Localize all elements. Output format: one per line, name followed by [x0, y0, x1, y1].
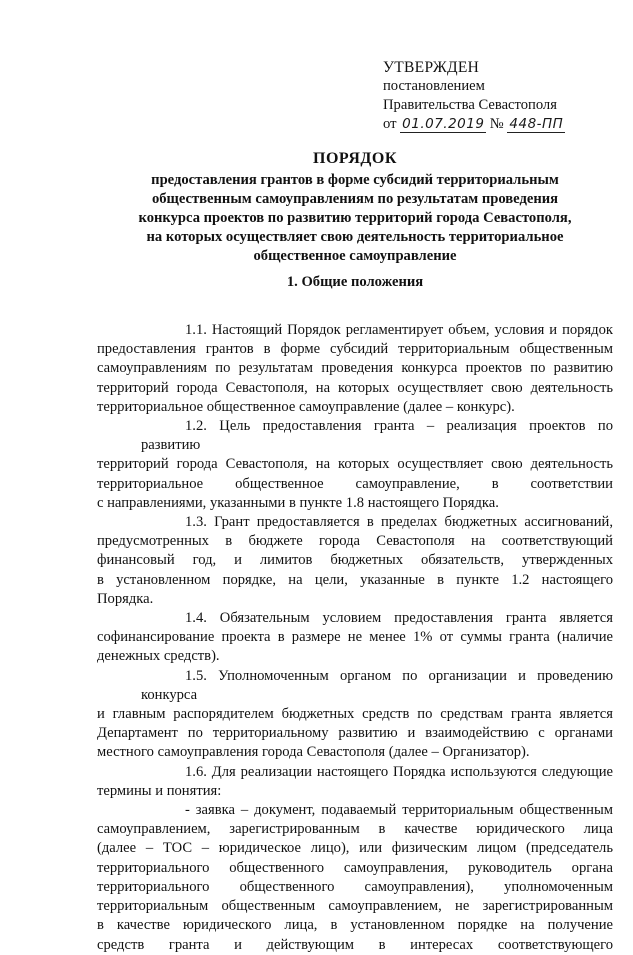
paragraph-line: термины и понятия: [97, 782, 222, 799]
paragraph-line: территориальное общественное самоуправление, в соответствии [97, 475, 613, 492]
approval-by-resolution: постановлением [383, 78, 485, 94]
document-subtitle [95, 171, 615, 266]
paragraph-line: территориальное общественное самоуправление (далее – конкурс). [97, 398, 515, 415]
subtitle-line: конкурса проектов по развитию территорий города Севастополя, [138, 210, 572, 226]
paragraph-line: территорий города Севастополя, на которых осуществляет свою деятельность [97, 379, 613, 396]
paragraph-line: самоуправлением, зарегистрированным в качестве юридического лица [97, 821, 613, 838]
paragraph-line: предусмотренных в бюджете города Севастополя на соответствующий [97, 533, 613, 550]
approval-number-label: № [489, 116, 504, 132]
paragraph-line: 1.5. Уполномоченным органом по организации и проведению конкурса [141, 667, 613, 703]
paragraph [97, 609, 613, 667]
paragraph-line: средств гранта и действующим в интересах соответствующего [97, 936, 613, 953]
paragraph [97, 801, 613, 955]
paragraph-line: 1.4. Обязательным условием предоставления гранта является [185, 610, 613, 627]
paragraph [97, 417, 613, 513]
paragraph [97, 321, 613, 417]
paragraph-line: софинансирование проекта в размере не менее 1% от суммы гранта (наличие [97, 629, 613, 646]
approval-date-line [383, 115, 565, 134]
subtitle-line: предоставления грантов в форме субсидий территориальным [151, 172, 559, 188]
document-body [97, 321, 613, 955]
paragraph-line: (далее – ТОС – юридическое лицо), или физическим лицом (председатель [97, 840, 613, 857]
paragraph-line: - заявка – документ, подаваемый территориальным общественным [185, 802, 613, 819]
subtitle-line: общественное самоуправление [253, 248, 457, 264]
paragraph-line: Департамент по территориальному развитию и взаимодействию с органами [97, 725, 613, 742]
paragraph [97, 667, 613, 763]
document-title: ПОРЯДОК [313, 150, 397, 167]
approval-from-label: от [383, 116, 397, 132]
paragraph-line: денежных средств). [97, 648, 220, 665]
paragraph-line: территориальным общественным самоуправлением, не зарегистрированным [97, 898, 613, 915]
paragraph-line: 1.1. Настоящий Порядок регламентирует объем, условия и порядок [185, 322, 613, 338]
paragraph-line: 1.6. Для реализации настоящего Порядка используются следующие [185, 763, 613, 780]
paragraph-line: с направлениями, указанными в пункте 1.8 настоящего Порядка. [97, 494, 499, 511]
paragraph-line: и главным распорядителем бюджетных средств по средствам гранта является [97, 706, 613, 723]
paragraph-line: территориального общественного самоуправления), уполномоченным [97, 878, 613, 895]
paragraph-line: 1.2. Цель предоставления гранта – реализация проектов по развитию [141, 418, 613, 454]
approval-number: 448-ПП [507, 117, 565, 133]
approval-approved: УТВЕРЖДЕН [383, 59, 480, 76]
section-heading: 1. Общие положения [286, 274, 424, 290]
approval-date: 01.07.2019 [402, 116, 485, 132]
paragraph-line: в качестве юридического лица, в установленном порядке на получение [97, 917, 613, 934]
document-title-block [95, 148, 615, 266]
paragraph-line: местного самоуправления города Севастополя (далее – Организатор). [97, 744, 530, 761]
paragraph-line: самоуправлениям по результатам проведения конкурса проектов по развитию [97, 360, 613, 377]
paragraph-line: Порядка. [97, 590, 154, 607]
approval-government: Правительства Севастополя [383, 97, 557, 113]
paragraph-line: 1.3. Грант предоставляется в пределах бюджетных ассигнований, [185, 514, 613, 531]
paragraph-line: финансовый год, и лимитов бюджетных обязательств, утвержденных [97, 552, 613, 569]
paragraph-line: территорий города Севастополя, на которых осуществляет свою деятельность [97, 456, 613, 473]
paragraph [97, 763, 613, 801]
paragraph [97, 513, 613, 609]
paragraph-line: территориального общественного самоуправления, руководитель органа [97, 859, 613, 876]
subtitle-line: на которых осуществляет свою деятельность территориальное [146, 229, 564, 245]
approval-stamp [383, 58, 565, 134]
paragraph-line: предоставления грантов в форме субсидий территориальным общественным [97, 341, 613, 358]
subtitle-line: общественным самоуправлениям по результатам проведения [151, 191, 559, 207]
paragraph-line: в установленном порядке, на цели, указанные в пункте 1.2 настоящего [97, 571, 613, 588]
